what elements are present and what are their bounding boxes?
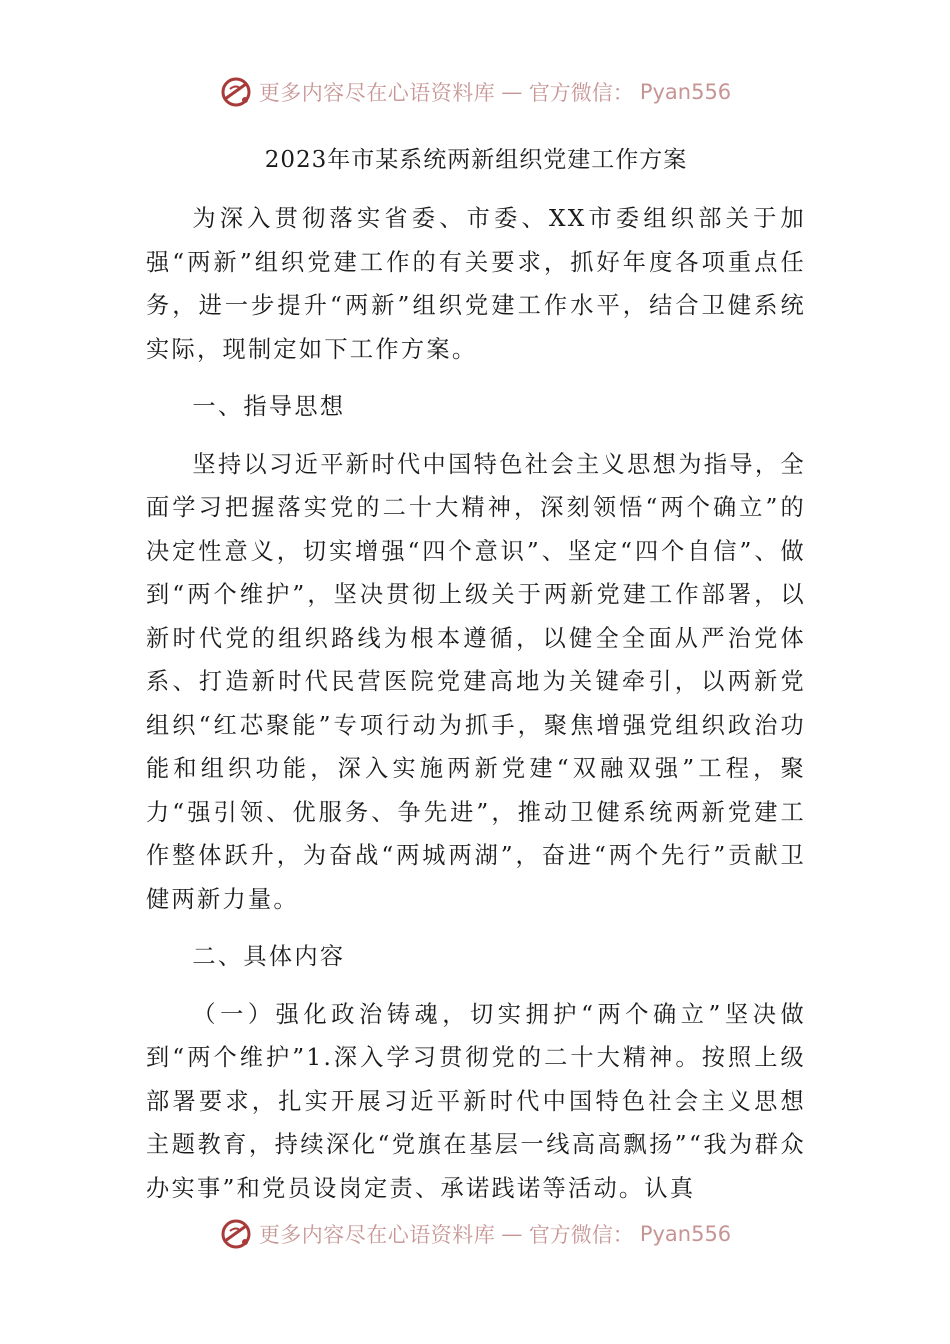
watermark-wechat-label: 官方微信：	[528, 81, 634, 105]
brand-logo-icon	[219, 75, 253, 109]
intro-paragraph: 为深入贯彻落实省委、市委、XX市委组织部关于加强“两新”组织党建工作的有关要求，抓好年度各项重点任务，进一步提升“两新”组织党建工作水平，结合卫健系统实际，现制定如下工作方案。	[146, 205, 806, 363]
watermark-separator: —	[501, 80, 523, 104]
watermark-wechat-id: Pyan556	[639, 1222, 732, 1246]
section-heading-specific-content: 二、具体内容	[192, 943, 346, 970]
document-body	[146, 145, 806, 1210]
watermark-promo-text: 更多内容尽在心语资料库	[258, 81, 496, 105]
watermark-wechat-id: Pyan556	[639, 80, 732, 104]
specific-content-paragraph: （一）强化政治铸魂，切实拥护“两个确立”坚决做到“两个维护”1.深入学习贯彻党的二十大精神。按照上级部署要求，扎实开展习近平新时代中国特色社会主义思想主题教育，持续深化“党旗在基层一线高高飘扬”“我为群众办实事”和党员设岗定责、承诺践诺等活动。认真	[146, 1000, 806, 1202]
watermark-wechat-label: 官方微信：	[528, 1223, 634, 1247]
guiding-ideology-paragraph: 坚持以习近平新时代中国特色社会主义思想为指导，全面学习把握落实党的二十大精神，深刻领悟“两个确立”的决定性意义，切实增强“四个意识”、坚定“四个自信”、做到“两个维护”，坚决贯彻上级关于两新党建工作部署，以新时代党的组织路线为根本遵循，以健全全面从严治党体系、打造新时代民营医院党建高地为关键牵引，以两新党组织“红芯聚能”专项行动为抓手，聚焦增强党组织政治功能和组织功能，深入实施两新党建“双融双强”工程，聚力“强引领、优服务、争先进”，推动卫健系统两新党建工作整体跃升，为奋战“两城两湖”，奋进“两个先行”贡献卫健两新力量。	[146, 450, 806, 913]
watermark-banner-top	[0, 70, 950, 114]
brand-logo-icon	[219, 1217, 253, 1251]
section-heading-guiding-ideology: 一、指导思想	[192, 393, 346, 420]
watermark-separator: —	[501, 1222, 523, 1246]
watermark-banner-bottom	[0, 1212, 950, 1256]
document-title: 2023年市某系统两新组织党建工作方案	[264, 147, 688, 173]
watermark-promo-text: 更多内容尽在心语资料库	[258, 1223, 496, 1247]
